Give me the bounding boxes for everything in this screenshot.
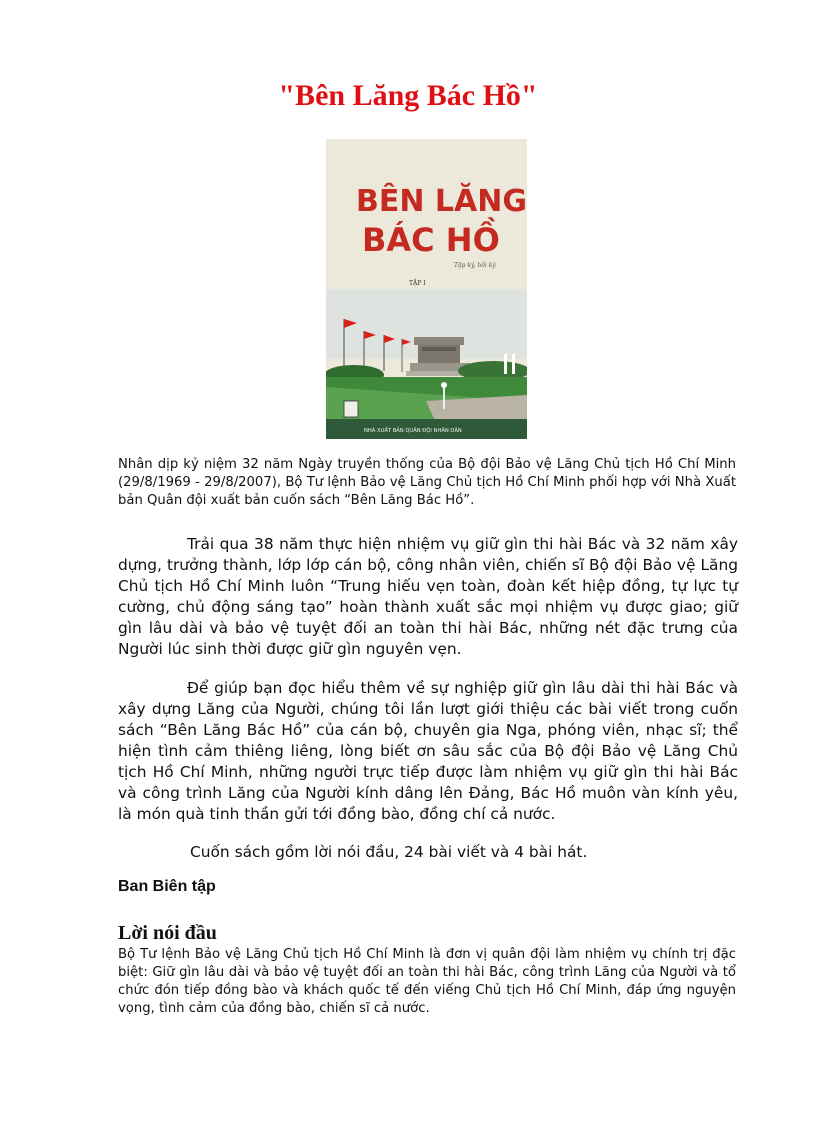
body-paragraph-1: Trải qua 38 năm thực hiện nhiệm vụ giữ gìn thi hài Bác và 32 năm xây dựng, trưởng thành, lớp lớp cán bộ, công nhân viên, chiến sĩ Bộ đội Bảo vệ Lăng Chủ tịch Hồ Chí Minh luôn “Trung hiếu vẹn toàn, đoàn kết hiệp đồng, tự lực tự cường, chủ động sáng tạo” hoàn thành xuất sắc mọi nhiệm vụ được giao; giữ gìn lâu dài và bảo vệ tuyệt đối an toàn thi hài Bác, những nét đặc trưng của Người lúc sinh thời được giữ gìn nguyên vẹn. [118, 535, 738, 658]
cover-volume: TẬP I [409, 280, 426, 287]
book-cover-image [326, 139, 527, 439]
editorial-board-signature: Ban Biên tập [118, 878, 216, 895]
book-cover-illustration [326, 139, 527, 439]
section-heading-foreword: Lời nói đầu [118, 922, 217, 944]
body-paragraph-2: Để giúp bạn đọc hiểu thêm về sự nghiệp giữ gìn lâu dài thi hài Bác và xây dựng Lăng của Người, chúng tôi lần lượt giới thiệu các bài viết trong cuốn sách “Bên Lăng Bác Hồ” của cán bộ, chuyên gia Nga, phóng viên, nhạc sĩ; thể hiện tình cảm thiêng liêng, lòng biết ơn sâu sắc của Bộ đội Bảo vệ Lăng Chủ tịch Hồ Chí Minh, những người trực tiếp được làm nhiệm vụ giữ gìn thi hài Bác và công trình Lăng của Người kính dâng lên Đảng, Bác Hồ muôn vàn kính yêu, là món quà tinh thần gửi tới đồng bào, đồng chí cả nước. [118, 679, 738, 823]
cover-title-line1: BÊN LĂNG [356, 184, 527, 219]
cover-subtitle: Tập ký, hồi ký [454, 262, 496, 269]
publisher-logo [344, 401, 358, 417]
foreword-paragraph: Bộ Tư lệnh Bảo vệ Lăng Chủ tịch Hồ Chí Minh là đơn vị quân đội làm nhiệm vụ chính trị đặc biệt: Giữ gìn lâu dài và bảo vệ tuyệt đối an toàn thi hài Bác, công trình Lăng của Người và tổ chức đón tiếp đồng bào và khách quốc tế đến viếng Chủ tịch Hồ Chí Minh, đáp ứng nguyện vọng, tình cảm của đồng bào, chiến sĩ cả nước. [118, 947, 736, 1016]
document-title: "Bên Lăng Bác Hồ" [278, 79, 538, 112]
cover-title-line2: BÁC HỒ [362, 221, 500, 259]
body-paragraph-3: Cuốn sách gồm lời nói đầu, 24 bài viết và 4 bài hát. [190, 843, 588, 861]
intro-paragraph: Nhân dịp kỷ niệm 32 năm Ngày truyền thống của Bộ đội Bảo vệ Lăng Chủ tịch Hồ Chí Minh (29/8/1969 - 29/8/2007), Bộ Tư lệnh Bảo vệ Lăng Chủ tịch Hồ Chí Minh phối hợp với Nhà Xuất bản Quân đội xuất bản cuốn sách “Bên Lăng Bác Hồ”. [118, 457, 736, 508]
cover-publisher: NHÀ XUẤT BẢN QUÂN ĐỘI NHÂN DÂN [364, 428, 462, 434]
